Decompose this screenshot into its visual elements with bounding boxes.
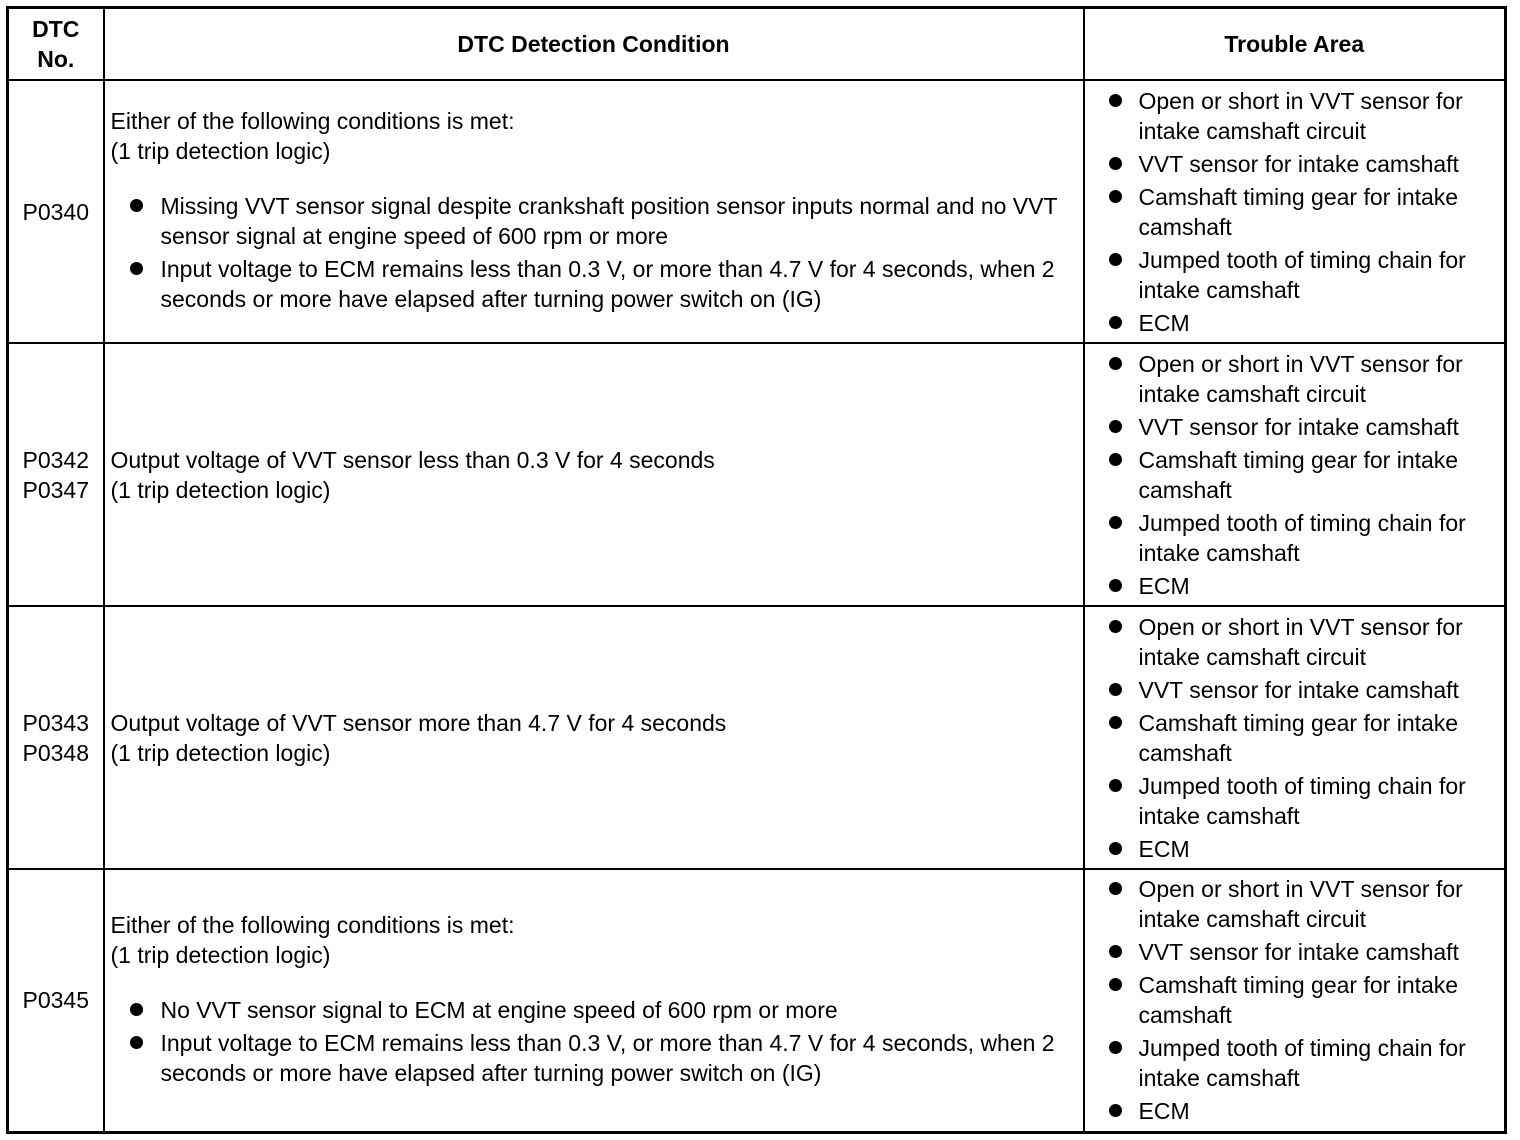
condition-intro: Output voltage of VVT sensor more than 4.7 V for 4 seconds (110, 709, 727, 736)
condition-item-text: Input voltage to ECM remains less than 0.3 V, or more than 4.7 V for 4 seconds, when 2 seconds or more have elapsed after turning power switch on (IG) (160, 256, 1055, 312)
trouble-area-cell (1084, 80, 1506, 343)
trouble-area-text: Jumped tooth of timing chain for intake camshaft (1138, 1035, 1466, 1092)
trouble-area-list (1103, 86, 1501, 338)
trouble-area-item (1103, 86, 1501, 146)
trouble-area-text: Open or short in VVT sensor for intake camshaft circuit (1138, 876, 1463, 933)
trouble-area-text: Camshaft timing gear for intake camshaft (1138, 709, 1459, 766)
condition-item (111, 191, 1073, 251)
trouble-area-item (1103, 1096, 1501, 1126)
bullet-icon (1109, 453, 1122, 466)
bullet-icon (1109, 157, 1122, 170)
trouble-area-item (1103, 349, 1501, 409)
bullet-icon (1109, 1041, 1122, 1054)
trouble-area-text: ECM (1138, 1098, 1190, 1125)
trouble-area-item (1103, 1033, 1501, 1093)
bullet-icon (1109, 94, 1122, 107)
condition-list (111, 191, 1073, 314)
bullet-icon (1109, 253, 1122, 266)
bullet-icon (130, 262, 143, 275)
bullet-icon (1109, 945, 1122, 958)
trouble-area-text: VVT sensor for intake camshaft (1138, 150, 1459, 177)
trouble-area-item (1103, 612, 1501, 672)
condition-intro: Either of the following conditions is met: (110, 108, 515, 134)
bullet-icon (1109, 1104, 1122, 1117)
trouble-area-cell (1084, 869, 1506, 1132)
trouble-area-list (1103, 612, 1501, 864)
bullet-icon (1109, 357, 1122, 370)
trouble-area-item (1103, 970, 1501, 1030)
table-body (8, 80, 1506, 1132)
dtc-code-cell (8, 606, 104, 869)
table-row (8, 80, 1506, 343)
bullet-icon (1109, 683, 1122, 696)
trouble-area-cell (1084, 606, 1506, 869)
dtc-code: P0345 (22, 987, 89, 1014)
trouble-area-text: Jumped tooth of timing chain for intake camshaft (1138, 772, 1466, 829)
header-row (8, 8, 1506, 81)
condition-logic: (1 trip detection logic) (110, 739, 331, 766)
trouble-area-text: ECM (1138, 835, 1190, 862)
trouble-area-item (1103, 412, 1501, 442)
trouble-area-list (1103, 874, 1501, 1126)
trouble-area-cell (1084, 343, 1506, 606)
trouble-area-text: ECM (1138, 309, 1190, 336)
bullet-icon (1109, 882, 1122, 895)
table-row (8, 343, 1506, 606)
dtc-code: P0343 (22, 709, 89, 736)
bullet-icon (1109, 620, 1122, 633)
trouble-area-text: Camshaft timing gear for intake camshaft (1138, 972, 1459, 1029)
trouble-area-text: Open or short in VVT sensor for intake camshaft circuit (1138, 350, 1463, 407)
dtc-code-cell (8, 869, 104, 1132)
trouble-area-item (1103, 508, 1501, 568)
trouble-area-item (1103, 675, 1501, 705)
dtc-table (6, 6, 1507, 1134)
trouble-area-text: Camshaft timing gear for intake camshaft (1138, 446, 1459, 503)
trouble-area-item (1103, 571, 1501, 601)
trouble-area-item (1103, 182, 1501, 242)
dtc-code: P0348 (22, 739, 89, 766)
condition-list (111, 995, 1073, 1088)
trouble-area-text: ECM (1138, 572, 1190, 599)
trouble-area-item (1103, 834, 1501, 864)
bullet-icon (130, 199, 143, 212)
dtc-code: P0347 (22, 476, 89, 503)
header-dtc-no: DTC No. (8, 8, 104, 81)
trouble-area-item (1103, 708, 1501, 768)
detection-condition-cell (104, 606, 1084, 869)
trouble-area-text: Jumped tooth of timing chain for intake camshaft (1138, 509, 1466, 566)
trouble-area-text: Camshaft timing gear for intake camshaft (1138, 183, 1459, 240)
trouble-area-text: Open or short in VVT sensor for intake camshaft circuit (1138, 613, 1463, 670)
bullet-icon (1109, 190, 1122, 203)
condition-item-text: No VVT sensor signal to ECM at engine speed of 600 rpm or more (160, 996, 838, 1023)
bullet-icon (130, 1036, 143, 1049)
trouble-area-text: VVT sensor for intake camshaft (1138, 413, 1459, 440)
bullet-icon (1109, 779, 1122, 792)
trouble-area-item (1103, 308, 1501, 338)
condition-item-text: Missing VVT sensor signal despite crankshaft position sensor inputs normal and no VVT sensor signal at engine speed of 600 rpm or more (160, 193, 1058, 249)
bullet-icon (1109, 978, 1122, 991)
condition-logic: (1 trip detection logic) (110, 138, 331, 164)
bullet-icon (1109, 420, 1122, 433)
condition-logic: (1 trip detection logic) (110, 941, 331, 968)
bullet-icon (1109, 516, 1122, 529)
trouble-area-text: Open or short in VVT sensor for intake camshaft circuit (1138, 87, 1463, 144)
trouble-area-item (1103, 874, 1501, 934)
bullet-icon (130, 1003, 143, 1016)
trouble-area-item (1103, 771, 1501, 831)
trouble-area-item (1103, 937, 1501, 967)
dtc-code-cell (8, 343, 104, 606)
dtc-code-cell (8, 80, 104, 343)
condition-intro: Output voltage of VVT sensor less than 0.3 V for 4 seconds (110, 446, 715, 473)
detection-condition-cell (104, 80, 1084, 343)
trouble-area-item (1103, 245, 1501, 305)
bullet-icon (1109, 316, 1122, 329)
condition-item (111, 995, 1073, 1025)
table-row (8, 606, 1506, 869)
condition-item (111, 1028, 1073, 1088)
bullet-icon (1109, 716, 1122, 729)
bullet-icon (1109, 842, 1122, 855)
condition-intro: Either of the following conditions is met: (110, 911, 515, 938)
condition-item-text: Input voltage to ECM remains less than 0.3 V, or more than 4.7 V for 4 seconds, when 2 seconds or more have elapsed after turning power switch on (IG) (160, 1029, 1055, 1086)
detection-condition-cell (104, 869, 1084, 1132)
header-detection-condition: DTC Detection Condition (104, 8, 1084, 81)
header-trouble-area: Trouble Area (1084, 8, 1506, 81)
trouble-area-list (1103, 349, 1501, 601)
dtc-code: P0342 (22, 446, 89, 473)
trouble-area-text: VVT sensor for intake camshaft (1138, 939, 1459, 966)
trouble-area-text: Jumped tooth of timing chain for intake camshaft (1138, 246, 1466, 303)
dtc-code: P0340 (22, 198, 89, 225)
condition-logic: (1 trip detection logic) (110, 476, 331, 503)
condition-item (111, 254, 1073, 314)
table-row (8, 869, 1506, 1132)
trouble-area-text: VVT sensor for intake camshaft (1138, 676, 1459, 703)
trouble-area-item (1103, 149, 1501, 179)
trouble-area-item (1103, 445, 1501, 505)
bullet-icon (1109, 579, 1122, 592)
detection-condition-cell (104, 343, 1084, 606)
